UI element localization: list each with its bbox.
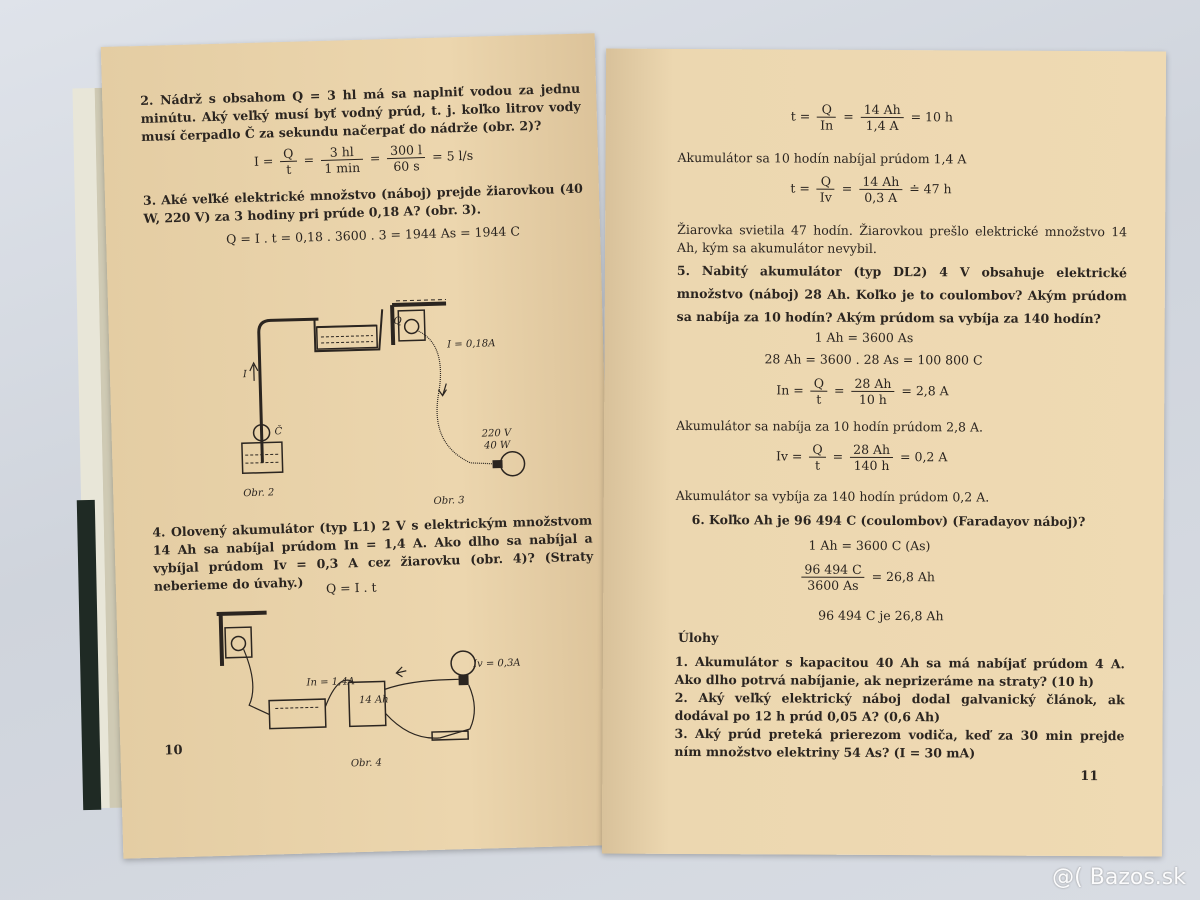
figure-4-label-in: In = 1,4A [306, 676, 355, 689]
figure-3-label-current: I = 0,18A [447, 338, 496, 351]
problem-2-equation: I = $\frac{Q}{t}$ = $\frac{3 hl}{1 \min}$ = $\frac{300 l}{60 s}$ = 5 l/s [253, 142, 474, 177]
figure-3-caption: Obr. 3 [433, 495, 465, 507]
figure-2-label-i: I [242, 369, 248, 381]
line-discharging-current-result: Akumulátor sa vybíja za 140 hodín prúdom 0,2 A. [675, 487, 990, 505]
figure-4-label-iv: Iv = 0,3A [472, 657, 521, 670]
equation-28ah-coulombs: 28 Ah = 3600 . 28 As = 100 800 C [764, 351, 983, 368]
problem-3-text: 3. Aké veľké elektrické množstvo (náboj) prejde žiarovkou (40 W, 220 V) za 3 hodiny pri prúde 0,18 A? (obr. 3). [142, 180, 584, 226]
equation-faraday-result: 96 494 C je 26,8 Ah [818, 607, 944, 624]
problem-6-text: 6. Koľko Ah je 96 494 C (coulombov) (Faradayov náboj)? [691, 511, 1086, 530]
figure-3-label-voltage: 220 V [481, 427, 512, 440]
equation-discharging-time: t = $\frac{Q}{Iv}$ = $\frac{14 Ah}{0,3 A}$ ≐ 47 h [790, 173, 952, 206]
line-bulb-result: Žiarovka svietila 47 hodín. Žiarovkou prešlo elektrické množstvo 14 Ah, kým sa akumulátor nevybil. [677, 221, 1128, 256]
equation-discharging-current: Iv = $\frac{Q}{t}$ = $\frac{28 Ah}{140 h}$ = 0,2 A [775, 441, 948, 474]
figure-2-label-q: Q [393, 315, 402, 327]
figure-4-diagram [206, 598, 510, 756]
task-2-text: 2. Aký veľký elektrický náboj dodal galvanický článok, ak dodával po 12 h prúd 0,05 A? (0,6 Ah) [674, 689, 1125, 725]
figure-2-diagram [208, 290, 374, 494]
equation-faraday: $\frac{96 494 C}{3600 As}$ = 26,8 Ah [798, 562, 935, 594]
left-page [101, 33, 617, 858]
left-page-number: 10 [164, 743, 183, 759]
equation-charging-time: t = $\frac{Q}{In}$ = $\frac{14 Ah}{1,4 A}$ = 10 h [790, 101, 954, 134]
problem-2-text: 2. Nádrž s obsahom Q = 3 hl má sa naplniť vodou za jednu minútu. Aký veľký musí byť vodný prúd, t. j. koľko litrov vody musí čerpadlo Č za sekundu načerpať do nádrže (obr. 2)? [140, 80, 581, 144]
figure-3-diagram [385, 262, 521, 496]
line-charging-current-result: Akumulátor sa nabíja za 10 hodín prúdom 2,8 A. [676, 417, 984, 435]
tasks-heading: Úlohy [677, 629, 719, 646]
watermark-logo: @( Bazos.sk [1052, 865, 1186, 890]
right-page-number: 11 [1080, 769, 1099, 785]
figure-2-label-c: Č [274, 426, 283, 438]
line-charging-result: Akumulátor sa 10 hodín nabíjal prúdom 1,4 A [677, 149, 967, 167]
problem-3-equation: Q = I . t = 0,18 . 3600 . 3 = 1944 As = 1944 C [225, 223, 521, 247]
problem-4-equation: Q = I . t [325, 579, 377, 596]
figure-3-label-power: 40 W [483, 439, 511, 452]
problem-4-text: 4. Olovený akumulátor (typ L1) 2 V s elektrickým množstvom 14 Ah sa nabíjal prúdom In = 1,4 A. Ako dlho sa nabíjal a vybíjal prúdom Iv = 0,3 A cez žiarovku (obr. 4)? (Straty neberieme do úvahy.) [152, 512, 594, 594]
figure-2-caption: Obr. 2 [243, 487, 275, 500]
equation-ah-to-as: 1 Ah = 3600 As [814, 329, 914, 346]
equation-charging-current: In = $\frac{Q}{t}$ = $\frac{28 Ah}{10 h}$ = 2,8 A [776, 375, 949, 408]
task-3-text: 3. Aký prúd preteká prierezom vodiča, keď za 30 min prejde ním množstvo elektriny 54 As? (I = 30 mA) [674, 725, 1125, 761]
equation-ah-c: 1 Ah = 3600 C (As) [808, 537, 931, 554]
right-page [602, 49, 1166, 857]
figure-4-caption: Obr. 4 [350, 757, 383, 770]
task-1-text: 1. Akumulátor s kapacitou 40 Ah sa má nabíjať prúdom 4 A. Ako dlho potrvá nabíjanie, ak neprizeráme na straty? (10 h) [674, 653, 1125, 690]
problem-5-text: 5. Nabitý akumulátor (typ DL2) 4 V obsahuje elektrické množstvo (náboj) 28 Ah. Koľko je to coulombov? Akým prúdom sa nabíja za 10 hodín? Akým prúdom sa vybíja za 140 hodín? [676, 262, 1127, 327]
figure-4-label-batt: 14 Ah [358, 694, 389, 707]
